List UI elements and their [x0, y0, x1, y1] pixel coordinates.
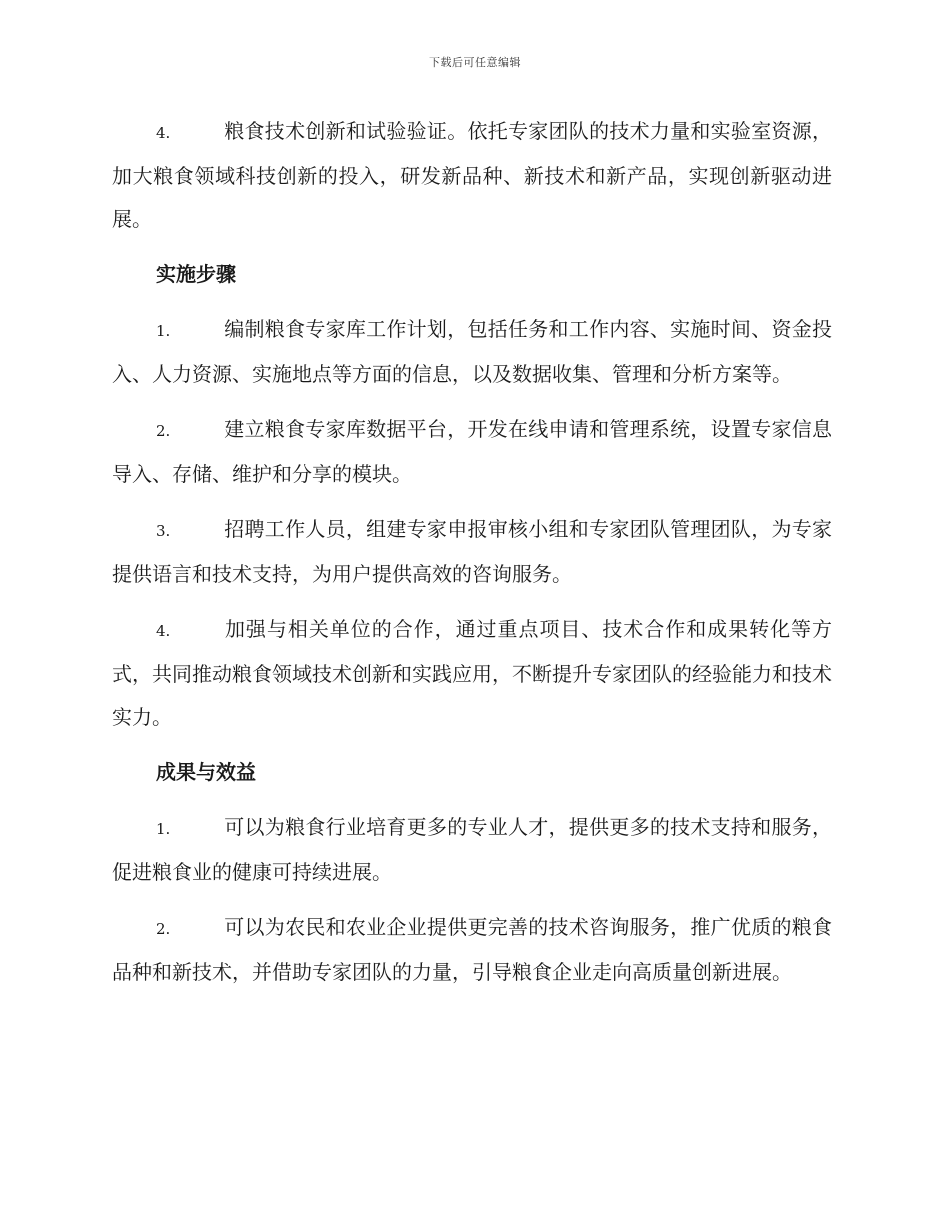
item-text: 编制粮食专家库工作计划，包括任务和工作内容、实施时间、资金投入、人力资源、实施地点等方面的信息，以及数据收集、管理和分析方案等。	[112, 317, 832, 386]
item-number: 4.	[156, 124, 171, 142]
paragraph-item	[112, 806, 832, 894]
item-number: 1.	[156, 820, 171, 838]
paragraph-item	[112, 906, 832, 994]
item-text: 可以为粮食行业培育更多的专业人才，提供更多的技术支持和服务，促进粮食业的健康可持续进展。	[112, 815, 832, 884]
section-heading: 实施步骤	[156, 262, 236, 286]
paragraph-item	[112, 308, 832, 396]
item-number: 2.	[156, 422, 171, 440]
item-text: 建立粮食专家库数据平台，开发在线申请和管理系统，设置专家信息导入、存储、维护和分享的模块。	[112, 417, 832, 486]
item-text: 加强与相关单位的合作，通过重点项目、技术合作和成果转化等方式，共同推动粮食领域技术创新和实践应用，不断提升专家团队的经验能力和技术实力。	[112, 617, 832, 729]
paragraph-item	[112, 508, 832, 596]
item-number: 4.	[156, 622, 171, 640]
paragraph-item	[112, 110, 832, 241]
paragraph-item	[112, 608, 832, 739]
paragraph-item	[112, 408, 832, 496]
item-text: 可以为农民和农业企业提供更完善的技术咨询服务，推广优质的粮食品种和新技术，并借助专家团队的力量，引导粮食企业走向高质量创新进展。	[112, 915, 832, 984]
section-heading: 成果与效益	[156, 760, 256, 784]
document-body	[112, 110, 832, 1006]
item-text: 粮食技术创新和试验验证。依托专家团队的技术力量和实验室资源，加大粮食领域科技创新的投入，研发新品种、新技术和新产品，实现创新驱动进展。	[112, 119, 832, 231]
item-text: 招聘工作人员，组建专家申报审核小组和专家团队管理团队，为专家提供语言和技术支持，为用户提供高效的咨询服务。	[112, 517, 832, 586]
item-number: 2.	[156, 920, 171, 938]
page-header: 下载后可任意编辑	[429, 56, 521, 69]
item-number: 1.	[156, 322, 171, 340]
item-number: 3.	[156, 522, 171, 540]
